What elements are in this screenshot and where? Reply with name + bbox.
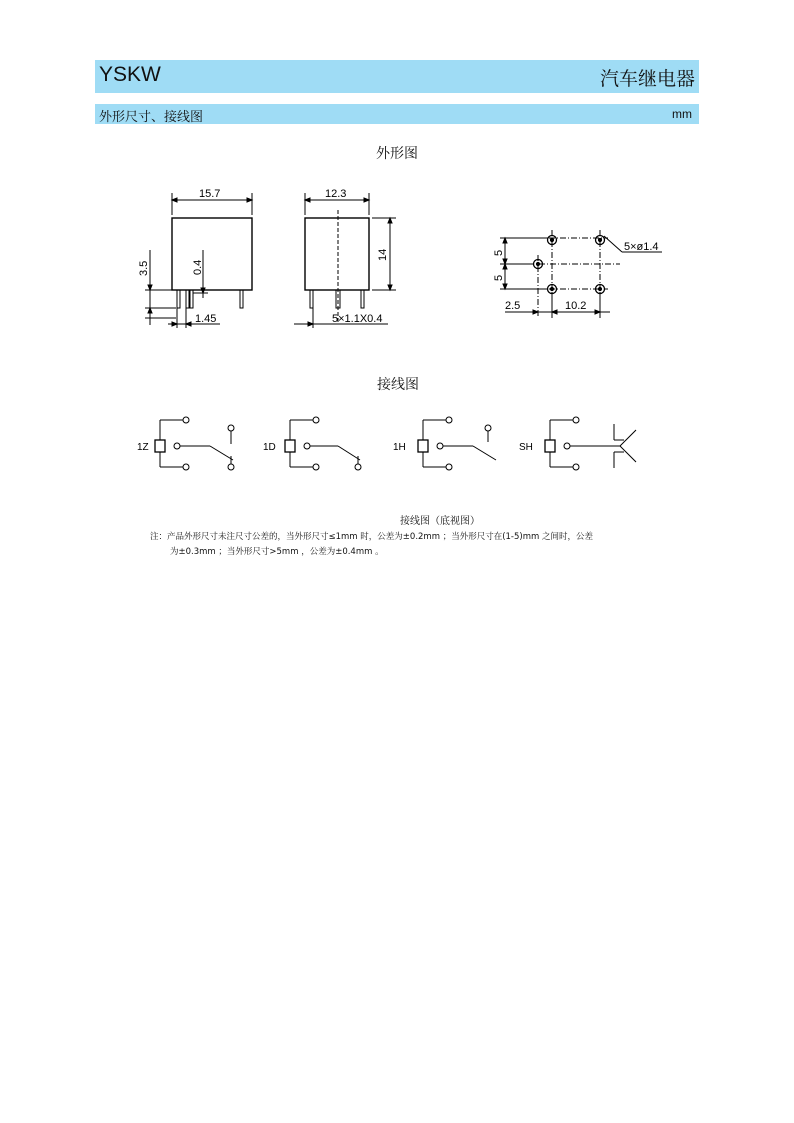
dim-height: 14 [377, 248, 389, 261]
wiring-title: 接线图 [377, 377, 419, 393]
outline-title: 外形图 [376, 146, 418, 162]
type-sh-label: SH [519, 442, 533, 453]
dim-offset: 2.5 [505, 300, 521, 312]
note-line-1: 注：产品外形尺寸未注尺寸公差的，当外形尺寸≤1mm 时，公差为±0.2mm ；当外形尺寸在(1-5)mm 之间时，公差 [150, 532, 593, 542]
dim-width: 15.7 [199, 188, 221, 200]
note-line-2: 为±0.3mm ；当外形尺寸>5mm ，公差为±0.4mm 。 [170, 547, 384, 557]
wiring-caption: 接线图（底视图） [400, 516, 480, 527]
dim-span: 10.2 [565, 300, 587, 312]
dim-holes: 5×ø1.4 [624, 241, 659, 253]
wiring-1z [155, 417, 234, 470]
dim-pin-gap: 1.45 [195, 313, 217, 325]
model-title: YSKW [99, 63, 161, 86]
wiring-sh [545, 417, 636, 470]
dim-depth: 12.3 [325, 188, 347, 200]
type-1h-label: 1H [393, 442, 406, 453]
dim-pin-thickness: 0.4 [192, 259, 204, 275]
type-1z-label: 1Z [137, 442, 149, 453]
dim-pitch-1: 5 [493, 249, 505, 256]
dim-pins: 5×1.1X0.4 [332, 313, 383, 325]
tolerance-note [150, 530, 670, 560]
wiring-1h [418, 417, 496, 470]
type-1d-label: 1D [263, 442, 276, 453]
unit-label: mm [672, 107, 692, 121]
wiring-1d [285, 417, 361, 470]
dim-pitch-2: 5 [493, 274, 505, 281]
dim-pin-length: 3.5 [138, 260, 150, 276]
product-category: 汽车继电器 [599, 68, 695, 90]
section-title: 外形尺寸、接线图 [99, 110, 204, 125]
